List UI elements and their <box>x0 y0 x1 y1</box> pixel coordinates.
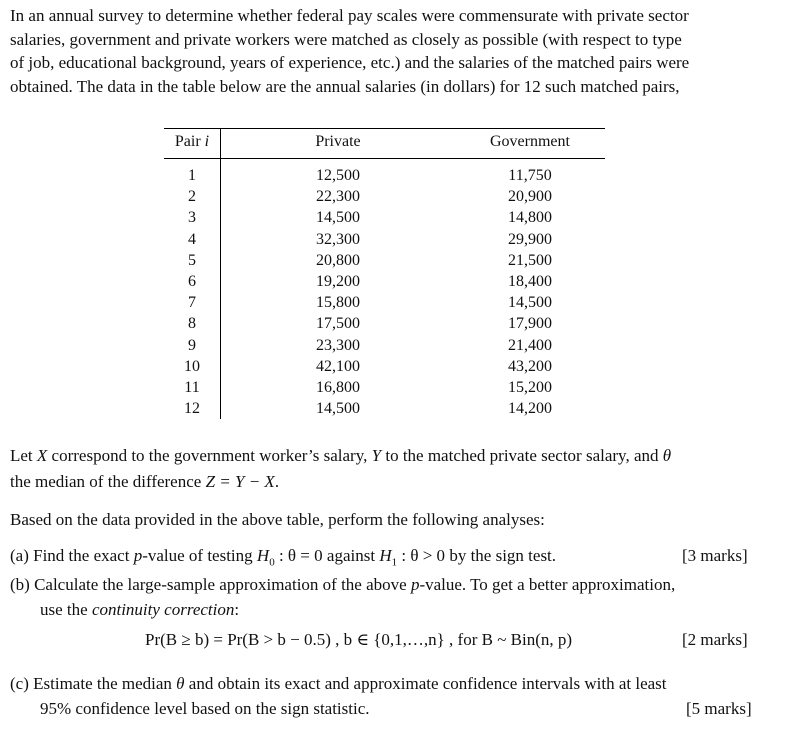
private-cell: 32,300 <box>316 230 360 248</box>
pair-cell: 12 <box>164 398 221 419</box>
let-line-2: the median of the difference Z = Y − X. <box>10 472 280 491</box>
continuity-correction-formula: Pr(B ≥ b) = Pr(B > b − 0.5) , b ∈ {0,1,…,n} , for B ~ Bin(n, p) <box>145 630 573 649</box>
let-line-1: Let X correspond to the government worker’s salary, Y to the matched private sector salary, and θ <box>10 446 672 465</box>
header-pair: Pair i <box>164 129 221 159</box>
intro-paragraph <box>10 4 778 98</box>
question-a-marks: [3 marks] <box>682 546 748 565</box>
pair-cell: 5 <box>164 250 221 271</box>
government-cell: 14,200 <box>508 400 552 418</box>
private-cell: 14,500 <box>316 209 360 227</box>
private-cell: 14,500 <box>316 400 360 418</box>
table-row <box>164 229 605 250</box>
pair-cell: 8 <box>164 313 221 334</box>
private-cell: 17,500 <box>316 315 360 333</box>
table-row <box>164 207 605 228</box>
government-cell: 14,800 <box>508 209 552 227</box>
pair-cell: 2 <box>164 186 221 207</box>
table-row <box>164 250 605 271</box>
table-row <box>164 271 605 292</box>
private-cell: 16,800 <box>316 379 360 397</box>
private-cell: 12,500 <box>316 167 360 184</box>
government-cell: 14,500 <box>508 294 552 312</box>
government-cell: 43,200 <box>508 357 552 375</box>
question-c-label: (c) <box>10 674 29 693</box>
table-row <box>164 186 605 207</box>
government-cell: 21,500 <box>508 251 552 269</box>
government-cell: 17,900 <box>508 315 552 333</box>
question-b-line-1: (b) Calculate the large-sample approximation of the above p-value. To get a better approximation, <box>10 575 676 594</box>
private-cell: 42,100 <box>316 357 360 375</box>
table-row <box>164 335 605 356</box>
question-b-label: (b) <box>10 575 30 594</box>
intro-line-1: In an annual survey to determine whether federal pay scales were commensurate with private sector <box>10 6 689 25</box>
question-c-line-1: (c) Estimate the median θ and obtain its exact and approximate confidence intervals with at least <box>10 674 667 693</box>
table-row <box>164 356 605 377</box>
table-header-row <box>164 129 605 159</box>
pair-cell: 7 <box>164 292 221 313</box>
table-body <box>164 159 605 420</box>
table-row <box>164 377 605 398</box>
question-a-label: (a) <box>10 546 29 565</box>
intro-line-2: salaries, government and private workers were matched as closely as possible (with respect to type <box>10 29 682 49</box>
private-cell: 23,300 <box>316 336 360 354</box>
pair-cell: 1 <box>164 159 221 187</box>
private-cell: 22,300 <box>316 188 360 206</box>
header-government: Government <box>455 129 605 159</box>
question-b-marks: [2 marks] <box>682 630 748 649</box>
pair-cell: 11 <box>164 377 221 398</box>
table-row <box>164 159 605 187</box>
intro-line-3: of job, educational background, years of experience, etc.) and the salaries of the matched pairs were <box>10 53 690 72</box>
header-private: Private <box>221 129 456 159</box>
government-cell: 11,750 <box>508 167 552 184</box>
private-cell: 15,800 <box>316 294 360 312</box>
pair-cell: 6 <box>164 271 221 292</box>
government-cell: 20,900 <box>508 188 552 206</box>
table-row <box>164 292 605 313</box>
salary-table <box>164 128 605 419</box>
intro-line-4: obtained. The data in the table below are the annual salaries (in dollars) for 12 such matched pairs, <box>10 76 680 96</box>
pair-cell: 3 <box>164 207 221 228</box>
question-b-line-2: use the continuity correction: <box>40 600 240 619</box>
table-row <box>164 398 605 419</box>
private-cell: 20,800 <box>316 251 360 269</box>
question-c-line-2: 95% confidence level based on the sign statistic. <box>40 699 370 718</box>
government-cell: 21,400 <box>508 336 552 354</box>
pair-cell: 9 <box>164 335 221 356</box>
pair-cell: 4 <box>164 229 221 250</box>
pair-cell: 10 <box>164 356 221 377</box>
government-cell: 18,400 <box>508 273 552 291</box>
government-cell: 15,200 <box>508 379 552 397</box>
based-on-line: Based on the data provided in the above table, perform the following analyses: <box>10 510 545 529</box>
question-a: (a) Find the exact p-value of testing $H_0$ : θ = 0 against $H_1$ : θ > 0 by the sign test. <box>10 546 557 569</box>
question-c-marks: [5 marks] <box>686 699 752 718</box>
government-cell: 29,900 <box>508 230 552 248</box>
private-cell: 19,200 <box>316 273 360 291</box>
table-row <box>164 313 605 334</box>
